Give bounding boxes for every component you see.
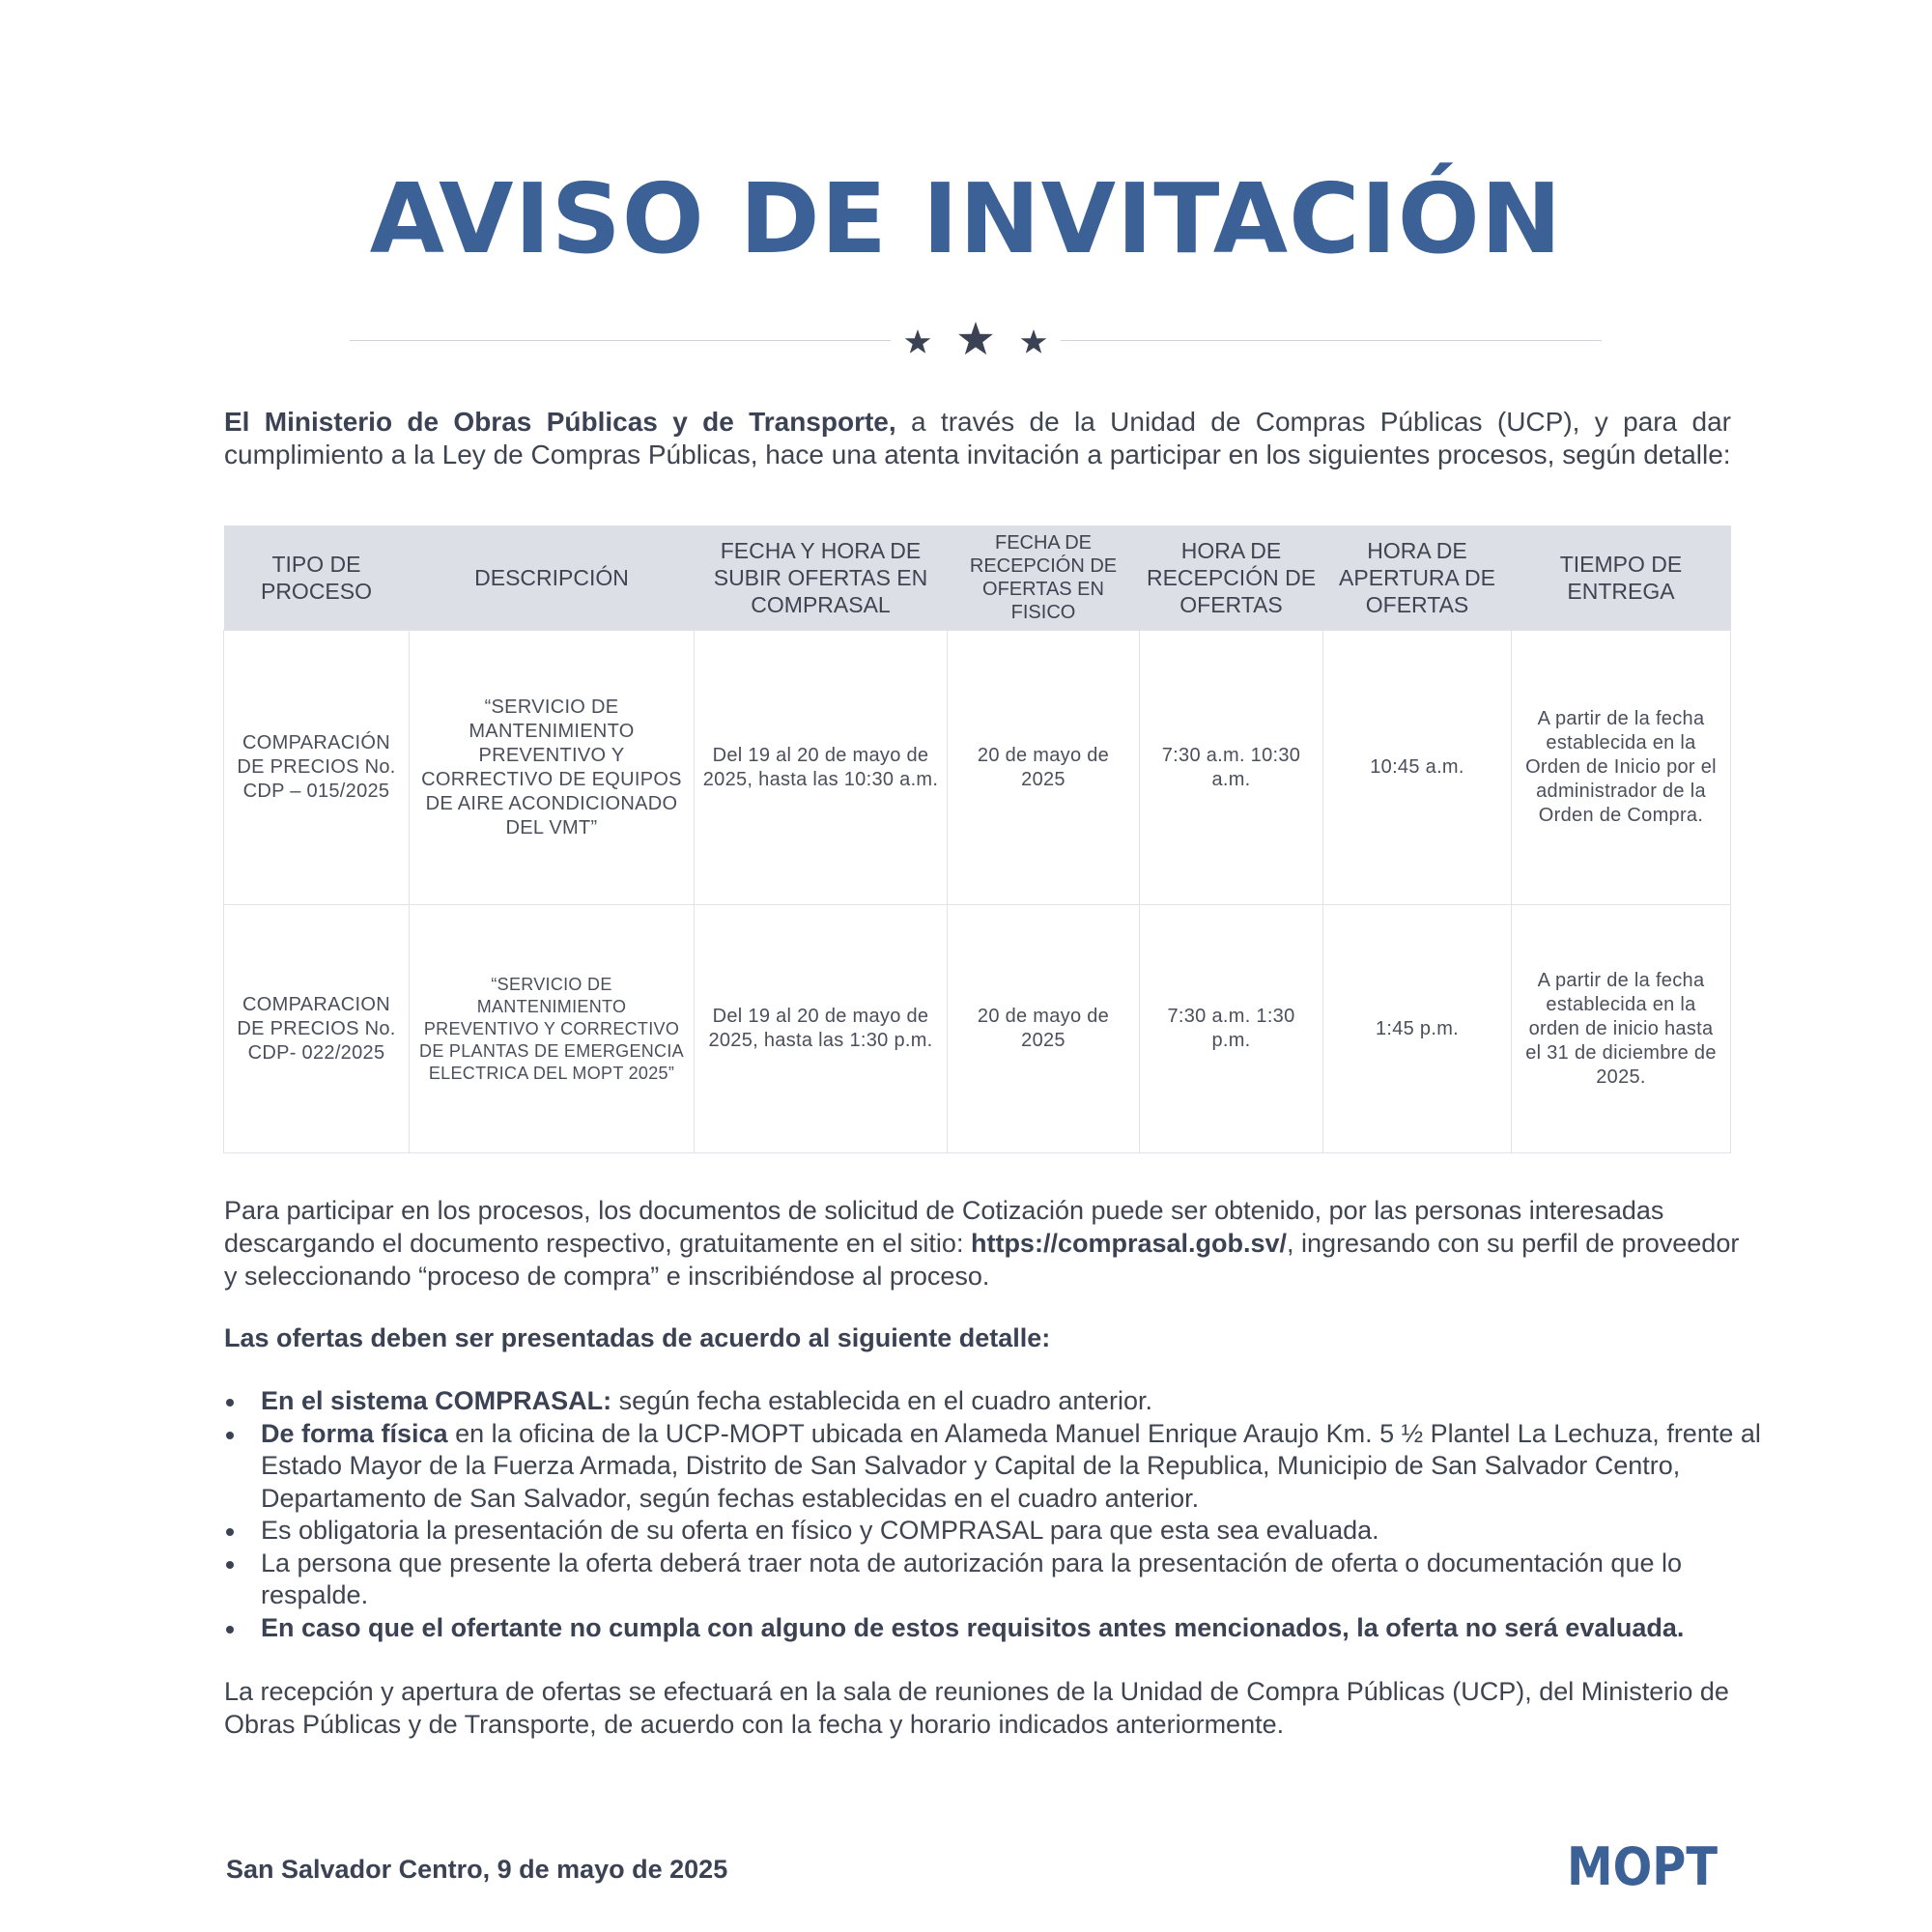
table-cell-physical-date: 20 de mayo de 2025 (948, 905, 1140, 1153)
list-item-text: según fecha establecida en el cuadro anterior. (611, 1386, 1152, 1415)
list-item-text: La persona que presente la oferta deberá traer nota de autorización para la presentación de oferta o documentación que lo respalde. (261, 1548, 1682, 1609)
mopt-logo (1567, 1836, 1719, 1897)
list-item-bold: En caso que el ofertante no cumpla con alguno de estos requisitos antes mencionados, la oferta no será evaluada. (261, 1612, 1685, 1642)
star-icon (958, 322, 993, 355)
table-header-cell: FECHA DE RECEPCIÓN DE OFERTAS EN FISICO (948, 526, 1140, 631)
list-item (224, 1418, 1765, 1516)
table-cell-process-type: COMPARACIÓN DE PRECIOS No. CDP – 015/2025 (224, 631, 410, 905)
intro-text: a través de la Unidad de Compras Públicas (UCP), y para dar cumplimiento a la Ley de Compras Públicas, hace una atenta invitación a participar en los siguientes procesos, según detalle: (224, 407, 1731, 469)
list-item-text: en la oficina de la UCP-MOPT ubicada en Alameda Manuel Enrique Araujo Km. 5 ½ Plantel La Lechuza, frente al Estado Mayor de la Fuerza Armada, Distrito de San Salvador y Capital de la Republica, Municipio de San Salvador Centro, Departamento de San Salvador, según fechas establecidas en el cuadro anterior. (261, 1418, 1761, 1513)
star-icon (905, 329, 931, 354)
mopt-logo-text: MOPT (1567, 1836, 1719, 1897)
table-header-cell: HORA DE APERTURA DE OFERTAS (1323, 526, 1512, 631)
process-table (223, 526, 1731, 1153)
table-cell-description: “SERVICIO DE MANTENIMIENTO PREVENTIVO Y CORRECTIVO DE EQUIPOS DE AIRE ACONDICIONADO DEL VMT” (410, 631, 695, 905)
table-row (224, 631, 1731, 905)
table-header-cell: FECHA Y HORA DE SUBIR OFERTAS EN COMPRASAL (695, 526, 948, 631)
table-cell-delivery-time: A partir de la fecha establecida en la orden de inicio hasta el 31 de diciembre de 2025. (1512, 905, 1731, 1153)
footer-date: San Salvador Centro, 9 de mayo de 2025 (226, 1855, 728, 1884)
list-item-bold: De forma física (261, 1418, 448, 1448)
offers-list (224, 1385, 1765, 1644)
table-cell-physical-date: 20 de mayo de 2025 (948, 631, 1140, 905)
list-item (224, 1385, 1765, 1418)
table-cell-process-type: COMPARACION DE PRECIOS No. CDP- 022/2025 (224, 905, 410, 1153)
list-item (224, 1612, 1765, 1645)
list-item (224, 1515, 1765, 1548)
table-cell-reception-time: 7:30 a.m. 10:30 a.m. (1140, 631, 1323, 905)
table-header-cell: HORA DE RECEPCIÓN DE OFERTAS (1140, 526, 1323, 631)
table-cell-delivery-time: A partir de la fecha establecida en la Orden de Inicio por el administrador de la Orden de Compra. (1512, 631, 1731, 905)
table-header-cell: DESCRIPCIÓN (410, 526, 695, 631)
table-cell-opening-time: 10:45 a.m. (1323, 631, 1512, 905)
intro-bold-lead: El Ministerio de Obras Públicas y de Transporte, (224, 407, 896, 437)
list-item-bold: En el sistema COMPRASAL: (261, 1386, 612, 1415)
table-cell-comprasal-date: Del 19 al 20 de mayo de 2025, hasta las 10:30 a.m. (695, 631, 948, 905)
star-icon (1021, 329, 1047, 354)
table-cell-description: “SERVICIO DE MANTENIMIENTO PREVENTIVO Y CORRECTIVO DE PLANTAS DE EMERGENCIA ELECTRICA DEL MOPT 2025” (410, 905, 695, 1153)
list-item (224, 1548, 1765, 1612)
intro-paragraph (224, 406, 1731, 471)
divider-line-right (1061, 340, 1602, 341)
table-header-row (224, 526, 1731, 631)
list-item-text: Es obligatoria la presentación de su oferta en físico y COMPRASAL para que esta sea evaluada. (261, 1516, 1379, 1545)
table-header-cell: TIPO DE PROCESO (224, 526, 410, 631)
three-stars-icon (891, 317, 1061, 365)
comprasal-link[interactable]: https://comprasal.gob.sv/ (970, 1229, 1288, 1258)
divider-line-left (350, 340, 891, 341)
table-cell-reception-time: 7:30 a.m. 1:30 p.m. (1140, 905, 1323, 1153)
table-row (224, 905, 1731, 1153)
participation-text-end: , ingresando con su perfil de proveedor y seleccionando “proceso de compra” e inscribiéndose al proceso. (224, 1229, 1740, 1291)
page-title: AVISO DE INVITACIÓN (369, 162, 1563, 275)
table-header-cell: TIEMPO DE ENTREGA (1512, 526, 1731, 631)
table-cell-comprasal-date: Del 19 al 20 de mayo de 2025, hasta las 1:30 p.m. (695, 905, 948, 1153)
closing-paragraph: La recepción y apertura de ofertas se efectuará en la sala de reuniones de la Unidad de Compra Públicas (UCP), del Ministerio de Obras Públicas y de Transporte, de acuerdo con la fecha y horario indicados anteriormente. (224, 1677, 1729, 1739)
participation-paragraph (224, 1194, 1750, 1293)
title-divider (350, 317, 1602, 365)
table-cell-opening-time: 1:45 p.m. (1323, 905, 1512, 1153)
offers-heading: Las ofertas deben ser presentadas de acuerdo al siguiente detalle: (224, 1323, 1051, 1352)
participation-text: Para participar en los procesos, los documentos de solicitud de Cotización puede ser obtenido, por las personas interesadas descargando el documento respectivo, gratuitamente en el sitio: (224, 1196, 1664, 1258)
